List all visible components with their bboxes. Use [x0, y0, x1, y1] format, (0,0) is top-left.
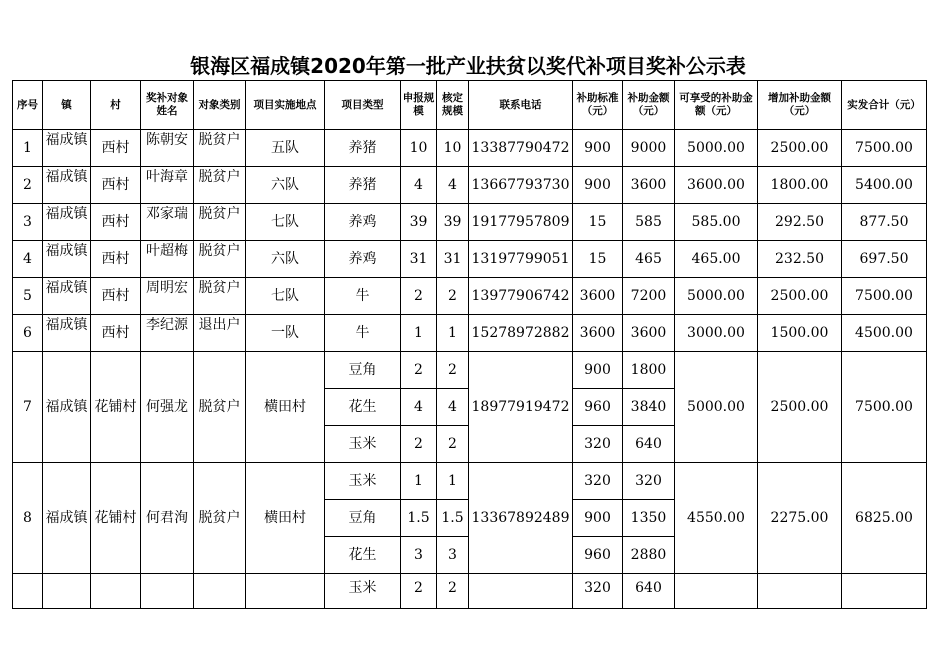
cell-category-text: 脱贫户	[198, 243, 241, 259]
cell-eligible: 3600.00	[675, 167, 758, 204]
cell-town	[43, 352, 91, 463]
cell-subsidy: 585	[623, 204, 675, 241]
cell-eligible: 585.00	[675, 204, 758, 241]
cell-name-text: 叶海章	[146, 169, 188, 185]
cell-town	[43, 463, 91, 574]
cell-extra: 2500.00	[758, 130, 842, 167]
cell-approved: 1	[437, 315, 469, 352]
cell-standard: 320	[573, 574, 623, 609]
cell-standard: 320	[573, 426, 623, 463]
cell-seq: 2	[13, 167, 43, 204]
header-category: 对象类别	[194, 81, 246, 130]
cell-subsidy: 1350	[623, 500, 675, 537]
cell-village: 西村	[91, 130, 141, 167]
cell-category-text: 脱贫户	[198, 510, 241, 526]
cell-standard: 960	[573, 537, 623, 574]
header-subsidy: 补助金额（元）	[623, 81, 675, 130]
cell-approved: 2	[437, 278, 469, 315]
cell-location: 六队	[246, 167, 325, 204]
table-row	[13, 315, 927, 352]
cell-subsidy: 3600	[623, 167, 675, 204]
cell-category	[194, 241, 246, 278]
table-row	[13, 352, 927, 389]
cell-type: 玉米	[325, 426, 401, 463]
cell-eligible: 465.00	[675, 241, 758, 278]
cell-eligible: 5000.00	[675, 130, 758, 167]
cell-eligible: 5000.00	[675, 352, 758, 463]
cell-town-text: 福成镇	[45, 280, 88, 296]
cell-village: 西村	[91, 241, 141, 278]
cell-approved: 1	[437, 463, 469, 500]
cell-subsidy: 7200	[623, 278, 675, 315]
cell-type: 养猪	[325, 167, 401, 204]
cell-declared: 3	[401, 537, 437, 574]
header-village: 村	[91, 81, 141, 130]
table-row	[13, 278, 927, 315]
page-title: 银海区福成镇2020年第一批产业扶贫以奖代补项目奖补公示表	[190, 54, 746, 78]
cell-seq: 6	[13, 315, 43, 352]
cell-town	[43, 167, 91, 204]
header-eligible: 可享受的补助金额（元）	[675, 81, 758, 130]
header-declared: 申报规模	[401, 81, 437, 130]
cell-approved: 2	[437, 426, 469, 463]
cell-eligible: 5000.00	[675, 278, 758, 315]
cell-location: 一队	[246, 315, 325, 352]
cell-seq: 4	[13, 241, 43, 278]
cell-name	[141, 352, 194, 463]
cell-town-text: 福成镇	[45, 399, 88, 415]
cell-subsidy: 640	[623, 426, 675, 463]
cell-category	[194, 463, 246, 574]
cell-standard: 960	[573, 389, 623, 426]
cell-total: 4500.00	[842, 315, 927, 352]
header-name: 奖补对象姓名	[141, 81, 194, 130]
subsidy-table	[12, 80, 927, 609]
cell-location: 横田村	[246, 352, 325, 463]
table-row	[13, 204, 927, 241]
cell-village	[91, 352, 141, 463]
cell-category	[194, 167, 246, 204]
cell-declared: 2	[401, 426, 437, 463]
cell-village: 西村	[91, 278, 141, 315]
cell-phone	[469, 574, 573, 609]
cell-type: 牛	[325, 315, 401, 352]
cell-town	[43, 204, 91, 241]
cell-phone: 19177957809	[469, 204, 573, 241]
cell-subsidy: 3840	[623, 389, 675, 426]
cell-phone: 13197799051	[469, 241, 573, 278]
header-approved: 核定规模	[437, 81, 469, 130]
cell-category	[194, 204, 246, 241]
cell-declared: 4	[401, 167, 437, 204]
header-extra: 增加补助金额（元）	[758, 81, 842, 130]
cell-phone: 13367892489	[469, 463, 573, 574]
cell-name-text: 叶超梅	[146, 243, 188, 259]
cell-type: 玉米	[325, 463, 401, 500]
cell-category	[194, 130, 246, 167]
cell-phone: 13977906742	[469, 278, 573, 315]
cell-standard: 320	[573, 463, 623, 500]
cell-phone: 13387790472	[469, 130, 573, 167]
cell-declared: 39	[401, 204, 437, 241]
cell-subsidy: 2880	[623, 537, 675, 574]
cell-extra: 1800.00	[758, 167, 842, 204]
cell-standard: 15	[573, 204, 623, 241]
cell-phone: 13667793730	[469, 167, 573, 204]
cell-name-text: 邓家瑞	[146, 206, 188, 222]
cell-village: 西村	[91, 167, 141, 204]
cell-subsidy: 1800	[623, 352, 675, 389]
cell-subsidy: 3600	[623, 315, 675, 352]
cell-town	[43, 574, 91, 609]
header-phone: 联系电话	[469, 81, 573, 130]
cell-declared: 10	[401, 130, 437, 167]
cell-total: 5400.00	[842, 167, 927, 204]
cell-extra: 1500.00	[758, 315, 842, 352]
cell-name-text: 周明宏	[146, 280, 188, 296]
cell-type: 牛	[325, 278, 401, 315]
cell-extra: 2275.00	[758, 463, 842, 574]
cell-location: 七队	[246, 278, 325, 315]
cell-total: 7500.00	[842, 278, 927, 315]
cell-subsidy: 320	[623, 463, 675, 500]
cell-type: 养鸡	[325, 241, 401, 278]
cell-name	[141, 315, 194, 352]
cell-name-text: 陈朝安	[146, 132, 188, 148]
cell-seq: 1	[13, 130, 43, 167]
cell-approved: 2	[437, 574, 469, 609]
cell-subsidy: 640	[623, 574, 675, 609]
cell-standard: 900	[573, 352, 623, 389]
cell-village: 西村	[91, 204, 141, 241]
cell-approved: 31	[437, 241, 469, 278]
cell-declared: 1	[401, 315, 437, 352]
cell-name-text: 李纪源	[146, 317, 188, 333]
cell-village-text: 花铺村	[94, 399, 137, 415]
cell-category-text: 脱贫户	[198, 280, 241, 296]
cell-category-text: 脱贫户	[198, 206, 241, 222]
cell-town	[43, 278, 91, 315]
cell-standard: 900	[573, 130, 623, 167]
cell-declared: 4	[401, 389, 437, 426]
cell-category	[194, 315, 246, 352]
cell-eligible	[675, 574, 758, 609]
cell-total: 7500.00	[842, 352, 927, 463]
cell-town-text: 福成镇	[45, 317, 88, 333]
cell-type: 养鸡	[325, 204, 401, 241]
cell-extra: 232.50	[758, 241, 842, 278]
cell-declared: 2	[401, 352, 437, 389]
cell-type: 豆角	[325, 500, 401, 537]
cell-standard: 3600	[573, 315, 623, 352]
cell-subsidy: 9000	[623, 130, 675, 167]
cell-eligible: 4550.00	[675, 463, 758, 574]
cell-total: 7500.00	[842, 130, 927, 167]
cell-location: 五队	[246, 130, 325, 167]
header-town: 镇	[43, 81, 91, 130]
cell-extra: 2500.00	[758, 278, 842, 315]
cell-approved: 39	[437, 204, 469, 241]
cell-approved: 2	[437, 352, 469, 389]
header-seq: 序号	[13, 81, 43, 130]
cell-seq: 3	[13, 204, 43, 241]
cell-declared: 1.5	[401, 500, 437, 537]
cell-town	[43, 315, 91, 352]
cell-category	[194, 278, 246, 315]
header-standard: 补助标准（元）	[573, 81, 623, 130]
cell-total: 6825.00	[842, 463, 927, 574]
header-location: 项目实施地点	[246, 81, 325, 130]
cell-standard: 900	[573, 167, 623, 204]
cell-approved: 3	[437, 537, 469, 574]
cell-name	[141, 574, 194, 609]
cell-village-text: 花铺村	[94, 510, 137, 526]
cell-location	[246, 574, 325, 609]
cell-category-text: 脱贫户	[198, 399, 241, 415]
table-row	[13, 167, 927, 204]
cell-town	[43, 130, 91, 167]
cell-type: 花生	[325, 537, 401, 574]
cell-seq: 7	[13, 352, 43, 463]
cell-declared: 2	[401, 278, 437, 315]
cell-name	[141, 278, 194, 315]
cell-extra	[758, 574, 842, 609]
cell-declared: 2	[401, 574, 437, 609]
cell-seq	[13, 574, 43, 609]
cell-village: 西村	[91, 315, 141, 352]
cell-category-text: 脱贫户	[198, 132, 241, 148]
cell-extra: 292.50	[758, 204, 842, 241]
table-row	[13, 241, 927, 278]
header-row	[13, 81, 927, 130]
cell-town-text: 福成镇	[45, 243, 88, 259]
cell-approved: 1.5	[437, 500, 469, 537]
cell-declared: 1	[401, 463, 437, 500]
cell-town-text: 福成镇	[45, 206, 88, 222]
cell-standard: 3600	[573, 278, 623, 315]
cell-location: 六队	[246, 241, 325, 278]
cell-name	[141, 167, 194, 204]
cell-location: 七队	[246, 204, 325, 241]
cell-location: 横田村	[246, 463, 325, 574]
table-row	[13, 130, 927, 167]
cell-name-text: 何君洵	[146, 510, 188, 526]
cell-seq: 8	[13, 463, 43, 574]
cell-total: 697.50	[842, 241, 927, 278]
cell-approved: 4	[437, 389, 469, 426]
cell-type: 养猪	[325, 130, 401, 167]
cell-declared: 31	[401, 241, 437, 278]
cell-total	[842, 574, 927, 609]
cell-town-text: 福成镇	[45, 510, 88, 526]
header-type: 项目类型	[325, 81, 401, 130]
cell-category-text: 脱贫户	[198, 169, 241, 185]
cell-approved: 4	[437, 167, 469, 204]
cell-name	[141, 204, 194, 241]
cell-approved: 10	[437, 130, 469, 167]
cell-type: 玉米	[325, 574, 401, 609]
cell-name-text: 何强龙	[146, 399, 188, 415]
cell-name	[141, 241, 194, 278]
cell-category	[194, 352, 246, 463]
cell-name	[141, 463, 194, 574]
table-row	[13, 463, 927, 500]
cell-town-text: 福成镇	[45, 169, 88, 185]
cell-seq: 5	[13, 278, 43, 315]
cell-type: 花生	[325, 389, 401, 426]
cell-category-text: 退出户	[198, 317, 241, 333]
header-total: 实发合计（元）	[842, 81, 927, 130]
cell-standard: 900	[573, 500, 623, 537]
cell-name	[141, 130, 194, 167]
cell-total: 877.50	[842, 204, 927, 241]
cell-category	[194, 574, 246, 609]
cell-phone: 15278972882	[469, 315, 573, 352]
table-row-partial	[13, 574, 927, 609]
cell-standard: 15	[573, 241, 623, 278]
cell-town-text: 福成镇	[45, 132, 88, 148]
cell-eligible: 3000.00	[675, 315, 758, 352]
cell-phone: 18977919472	[469, 352, 573, 463]
cell-subsidy: 465	[623, 241, 675, 278]
cell-village	[91, 574, 141, 609]
cell-type: 豆角	[325, 352, 401, 389]
cell-extra: 2500.00	[758, 352, 842, 463]
cell-village	[91, 463, 141, 574]
cell-town	[43, 241, 91, 278]
